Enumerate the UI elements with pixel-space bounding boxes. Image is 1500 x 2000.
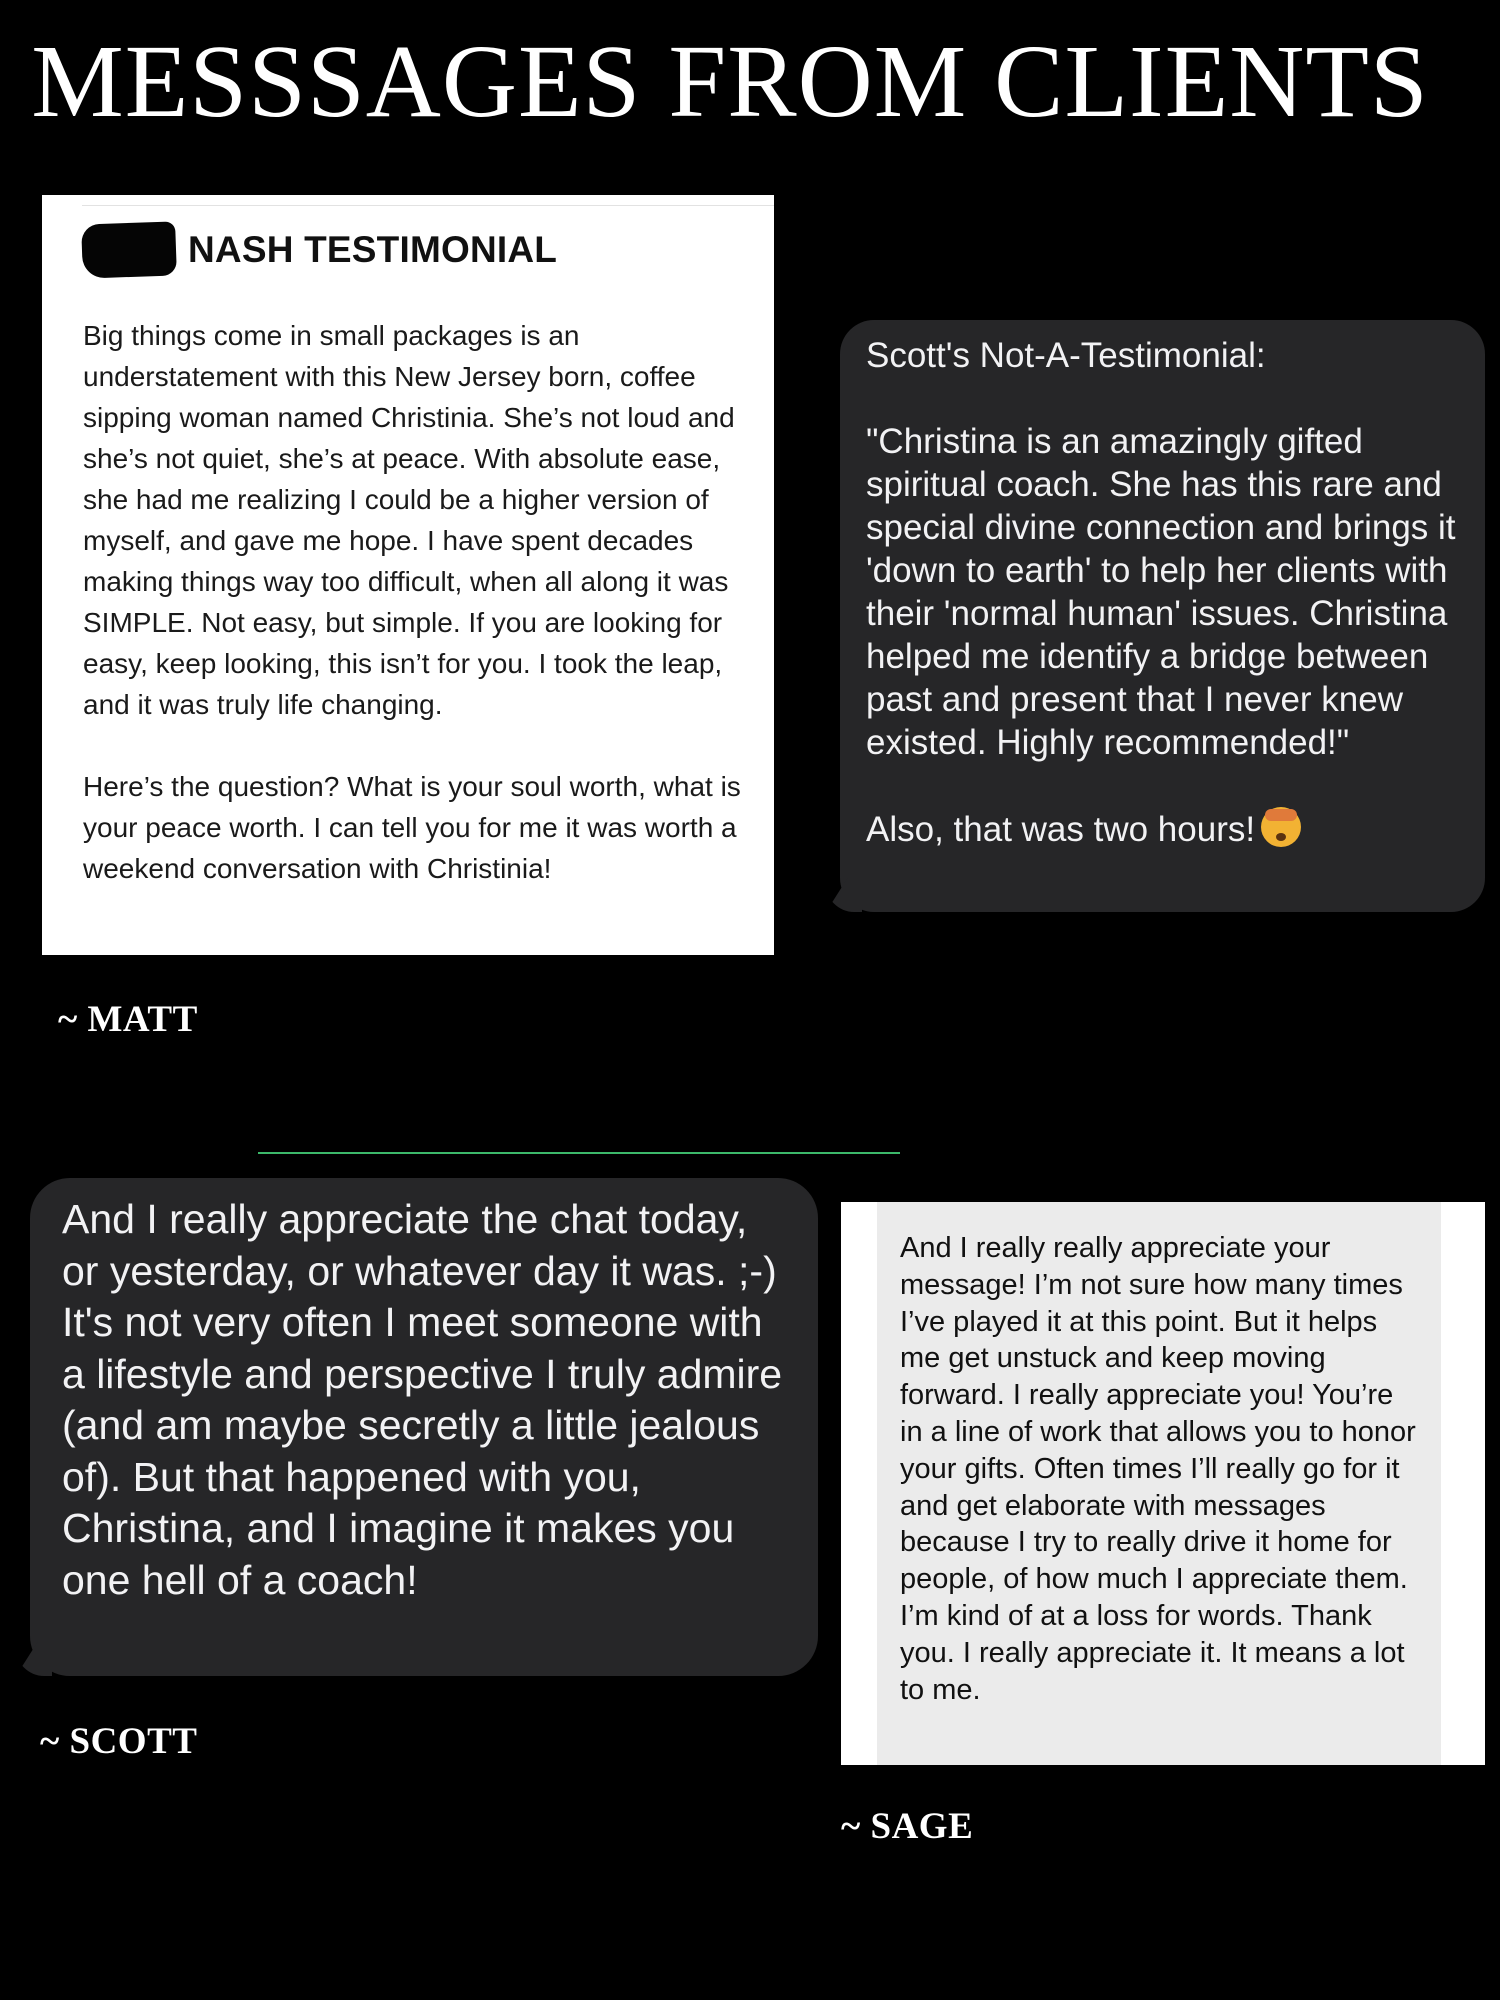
message-quote: "Christina is an amazingly gifted spiritual coach. She has this rare and special divine connection and brings it 'down to earth' to help her clients with their 'normal human' issues. Christina helped me identify a bridge between past and present that I never knew existed. Highly recommended!" — [866, 422, 1456, 762]
nash-testimonial-card — [42, 195, 774, 955]
page-title: MESSSAGES FROM CLIENTS — [31, 24, 1429, 139]
section-divider — [258, 1152, 900, 1154]
redacted-name-block — [81, 221, 177, 278]
testimonial-paragraph-2: Here’s the question? What is your soul worth, what is your peace worth. I can tell you for me it was worth a weekend conversation with Christinia! — [83, 771, 741, 884]
signature-sage: ~ SAGE — [841, 1806, 974, 1847]
bubble-tail — [16, 1642, 52, 1676]
card-title: NASH TESTIMONIAL — [188, 229, 558, 270]
signature-scott: ~ SCOTT — [40, 1721, 198, 1762]
signature-matt: ~ MATT — [58, 999, 198, 1040]
card-header — [82, 223, 557, 277]
message-closing-line — [866, 807, 1459, 851]
scott-message-bubble-1 — [840, 320, 1485, 912]
testimonial-paragraph-1: Big things come in small packages is an understatement with this New Jersey born, coffee sipping woman named Christinia. She’s not loud and she’s not quiet, she’s at peace. With absolute ease, she had me realizing I could be a higher version of myself, and gave me hope. I have spent decades making things way too difficult, when all along it was SIMPLE. Not easy, but simple. If you are looking for easy, keep looking, this isn’t for you. I took the leap, and it was truly life changing. — [83, 320, 735, 720]
sage-message-card — [841, 1202, 1485, 1765]
message-closing: Also, that was two hours! — [866, 810, 1256, 849]
scott-message-bubble-2 — [30, 1178, 818, 1676]
sage-message-panel — [877, 1202, 1441, 1765]
message-text: And I really really appreciate your message! I’m not sure how many times I’ve played it at this point. But it helps me get unstuck and keep moving forward. I really appreciate you! You’re in a line of work that allows you to honor your gifts. Often times I’ll really go for it and get elaborate with messages because I try to really drive it home for people, of how much I appreciate them. I’m kind of at a loss for words. Thank you. I really appreciate it. It means a lot to me. — [900, 1232, 1416, 1706]
testimonial-body — [83, 315, 743, 930]
message-text: And I really appreciate the chat today, or yesterday, or whatever day it was. ;-) It's not very often I meet someone with a lifestyle and perspective I truly admire (and am maybe secretly a little jealous of). But that happened with you, Christina, and I imagine it makes you one hell of a coach! — [62, 1196, 783, 1603]
bubble-tail — [826, 878, 862, 912]
message-heading: Scott's Not-A-Testimonial: — [866, 336, 1266, 375]
exploding-head-icon — [1261, 807, 1301, 847]
card-divider — [82, 205, 774, 206]
